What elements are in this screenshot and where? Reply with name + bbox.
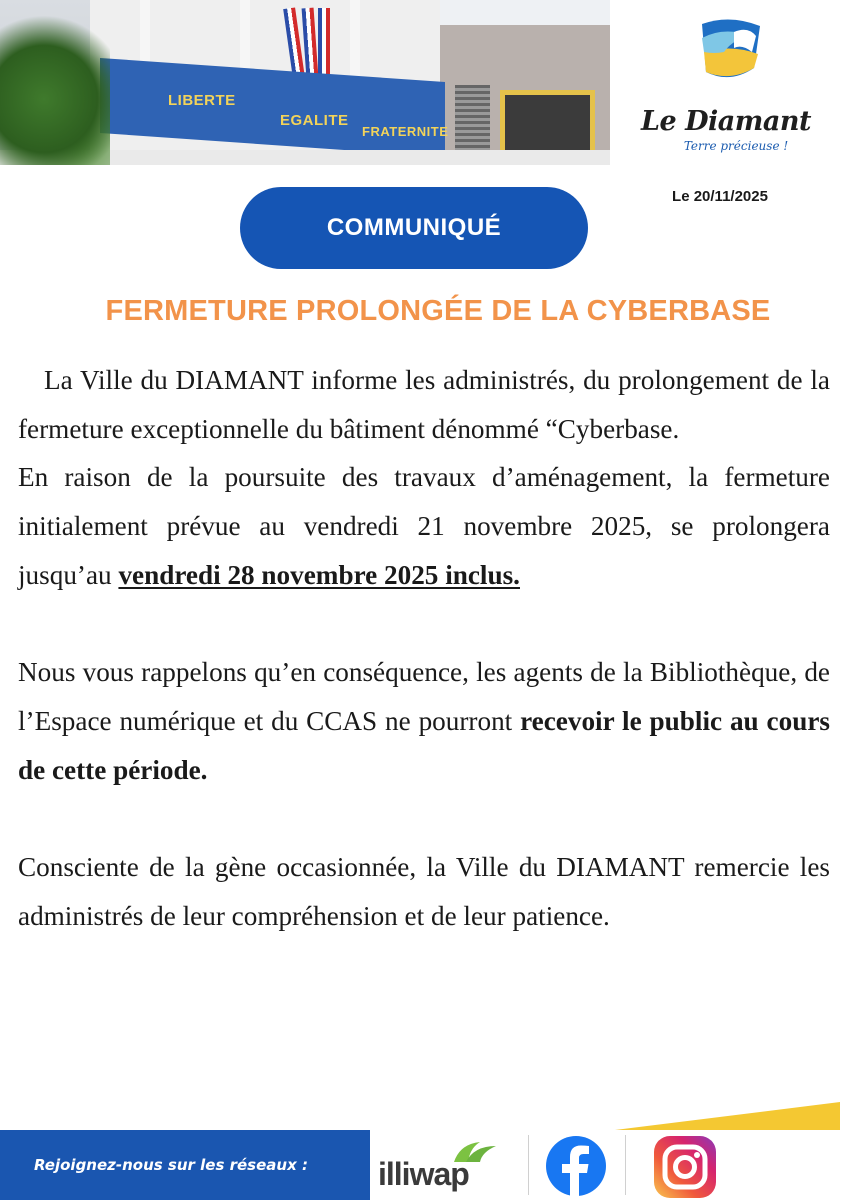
le-diamant-logo — [636, 18, 816, 158]
facebook-icon[interactable] — [545, 1135, 607, 1197]
paragraph-extension-text: En raison de la poursuite des travaux d’aménagement, la fermeture initialement prévue au vendredi 21 novembre 2025, se prolongera jusqu’au — [18, 462, 830, 590]
photo-sign-egalite: EGALITE — [280, 112, 349, 129]
diamond-rock-icon — [694, 18, 766, 82]
paragraph-thanks: Consciente de la gène occasionnée, la Ville du DIAMANT remercie les administrés de leur compréhension et de leur patience. — [18, 852, 830, 931]
photo-sign-liberte: LIBERTE — [168, 92, 236, 109]
header-photo-town-hall — [0, 0, 610, 165]
publication-date: Le 20/11/2025 — [672, 188, 768, 205]
social-label: Rejoignez-nous sur les réseaux : — [34, 1156, 308, 1174]
footer-accent-shape — [615, 1102, 840, 1130]
paragraph-consequence-text: Nous vous rappelons qu’en conséquence, les agents de la Bibliothèque, de l’Espace numérique et du CCAS ne pourront — [18, 657, 830, 736]
logo-tagline: Terre précieuse ! — [683, 139, 789, 153]
page-title: FERMETURE PROLONGÉE DE LA CYBERBASE — [105, 295, 771, 327]
paragraph-consequence — [18, 648, 830, 794]
illiwap-icon[interactable] — [378, 1140, 508, 1195]
communique-badge: COMMUNIQUÉ — [240, 187, 588, 269]
closing-date-highlight: vendredi 28 novembre 2025 inclus. — [118, 559, 520, 590]
paragraph-intro: La Ville du DIAMANT informe les administrés, du prolongement de la fermeture exceptionnelle du bâtiment dénommé “Cyberbase. — [18, 365, 830, 444]
instagram-icon[interactable] — [652, 1134, 718, 1200]
photo-sign-fraternite: FRATERNITE — [362, 124, 449, 139]
social-footer — [0, 1130, 848, 1200]
announcement-body — [18, 356, 830, 940]
no-public-highlight: recevoir le public au cours de cette période. — [18, 705, 830, 785]
logo-title: Le Diamant — [641, 106, 811, 137]
illiwap-label: illiwap — [378, 1156, 469, 1192]
paragraph-extension — [18, 453, 830, 599]
